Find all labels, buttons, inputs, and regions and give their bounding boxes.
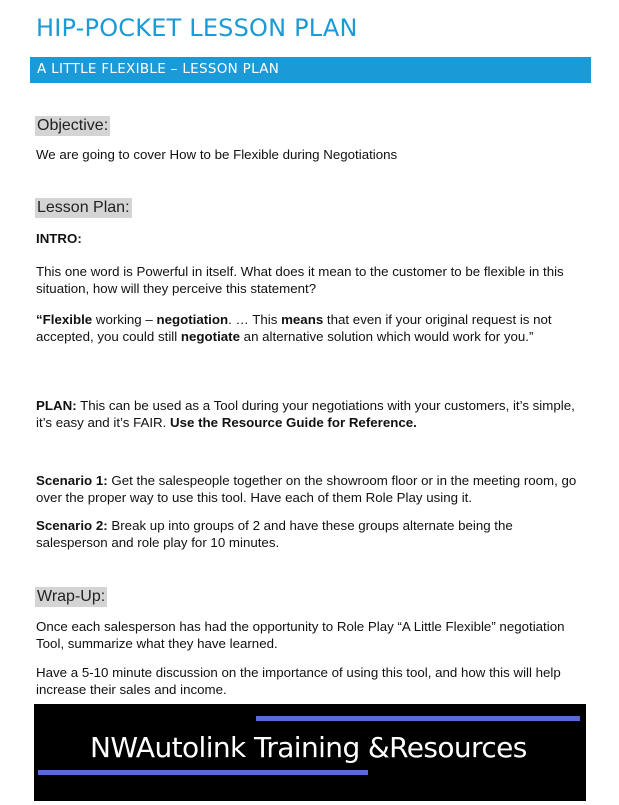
scenario-2-heading: Scenario 2: (36, 518, 108, 533)
scenario-2 (36, 518, 584, 551)
quote-word-negotiation: negotiation (156, 312, 229, 327)
quote-open: “ (36, 312, 43, 327)
plan-text: This can be used as a Tool during your negotiations with your customers, it’s simple, it’s easy and it’s FAIR. (36, 398, 575, 430)
quote-text-1: working – (92, 312, 157, 327)
brand-resources: Resources (389, 731, 527, 764)
objective-label: Objective: (37, 117, 109, 134)
page-title: HIP-POCKET LESSON PLAN (36, 14, 358, 42)
plan-heading: PLAN: (36, 398, 77, 413)
wrap-up-text-1: Once each salesperson has had the opportunity to Role Play “A Little Flexible” negotiation Tool, summarize what they have learned. (36, 619, 565, 651)
scenario-2-text: Break up into groups of 2 and have these groups alternate being the salesperson and role play for 10 minutes. (36, 518, 513, 550)
flexible-quote (36, 312, 584, 345)
intro-heading-text: INTRO: (36, 231, 82, 246)
footer-brand (90, 731, 527, 764)
quote-text-2: . … This (228, 312, 282, 327)
wrap-up-text-2: Have a 5-10 minute discussion on the importance of using this tool, and how this will help increase their sales and income. (36, 665, 561, 697)
brand-training: Training & (245, 731, 390, 764)
footer-banner (34, 704, 586, 801)
scenario-1-text: Get the salespeople together on the showroom floor or in the meeting room, go over the proper way to use this tool. Have each of them Role Play using it. (36, 473, 577, 505)
plan-paragraph (36, 398, 584, 431)
intro-heading (36, 231, 584, 248)
quote-word-negotiate: negotiate (180, 328, 240, 344)
objective-text: We are going to cover How to be Flexible during Negotiations (36, 147, 398, 162)
scenario-1-heading: Scenario 1: (36, 473, 108, 488)
quote-text-3: that even if your original request is not accepted, you could still (36, 312, 552, 344)
wrap-up-label: Wrap-Up: (37, 588, 106, 605)
scenario-1 (36, 473, 584, 506)
lesson-plan-label: Lesson Plan: (37, 199, 130, 216)
plan-emphasis: Use the Resource Guide for Reference. (170, 414, 417, 430)
lesson-banner (30, 57, 591, 83)
quote-word-means: means (281, 312, 324, 327)
quote-word-flexible: Flexible (42, 312, 93, 327)
footer-accent-bar-top (256, 716, 580, 721)
intro-text: This one word is Powerful in itself. What does it mean to the customer to be flexible in this situation, how will they perceive this statement? (36, 264, 564, 296)
quote-text-4: an alternative solution which would work for you.” (239, 328, 534, 344)
brand-name: NWAutolink (90, 731, 246, 764)
footer-accent-bar-bottom (38, 770, 368, 775)
banner-text: A LITTLE FLEXIBLE – LESSON PLAN (37, 61, 280, 77)
